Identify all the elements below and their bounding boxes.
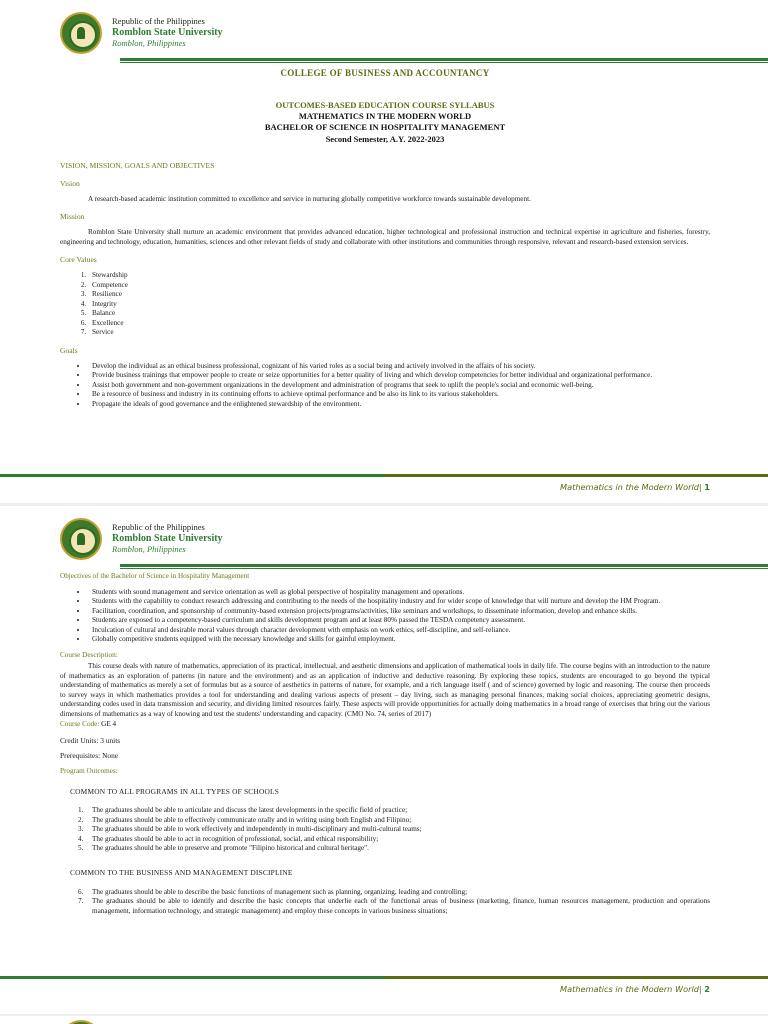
university-name: Romblon State University: [112, 533, 223, 545]
item-number: 4.: [78, 834, 84, 843]
list-item: 3. Resilience: [88, 290, 710, 300]
vision-text: A research-based academic institution committed to excellence and service in nurturing globally competitive workforce towards sustainable development.: [88, 194, 531, 203]
item-text: The graduates should be able to describe the basic functions of management such as planning, organizing, leading and controlling;: [92, 887, 468, 896]
item-text: The graduates should be able to articulate and discuss the latest developments in the specific field of practice;: [92, 806, 408, 815]
item-text: The graduates should be able to effectively communicate orally and in writing using both English and Filipino;: [92, 815, 412, 824]
republic-text: Republic of the Philippines: [112, 522, 205, 533]
university-header: [60, 518, 223, 560]
list-item: [74, 835, 710, 845]
objectives-list: [88, 588, 710, 645]
page-footer: [560, 984, 710, 994]
footer-separator: |: [698, 482, 702, 492]
vision-heading: Vision: [60, 178, 80, 188]
list-item: 5. Balance: [88, 309, 710, 319]
footer-rule-right: [385, 474, 768, 477]
list-item: • Assist both government and non-government organizations in the development and administration of programs that seek to uplift the people's social and economic well-being.: [88, 381, 710, 391]
list-item: 1. Stewardship: [88, 271, 710, 281]
course-title: MATHEMATICS IN THE MODERN WORLD: [298, 111, 472, 122]
university-header: [60, 12, 223, 54]
list-item: [74, 897, 710, 916]
page-1: [0, 0, 768, 503]
common-business-list: [74, 888, 710, 917]
footer-rule-left: [0, 976, 385, 979]
list-item: • Students are exposed to a competency-based curriculum and skills development program and at least 80% passed the TESDA competency assessment.: [88, 616, 710, 626]
course-code-value: GE 4: [101, 720, 117, 728]
semester-title: Second Semester, A.Y. 2022-2023: [325, 133, 445, 144]
list-item: • Students with the capability to conduct research addressing and contributing to the needs of the hospitality industry and for wider scope of knowledge that will nurture and develop the HM Program.: [88, 597, 710, 607]
list-item: 4. Integrity: [88, 300, 710, 310]
item-number: 1.: [78, 806, 84, 815]
course-description-text: This course deals with nature of mathematics, appreciation of its practical, intellectual, and aesthetic dimensions and application of mathematical tools in daily life. The course begins with an introduction to the nature of mathematics as an exploration of patterns (in nature and the environment) and as an application of inductive and deductive reasoning. By exploring these topics, students are encouraged to go beyond the typical understanding of mathematics as merely a set of formulas but as a source of aesthetics in patterns of nature, for example, and a rich language itself ( and of science) governed by logic and reasoning. The course then proceeds to survey ways in which mathematics provides a tool for understanding and dealing various aspects of present – day living, such as managing personal finances, making social choices, appreciating geometric designs, understanding codes used in data transmission and security, and dividing limited resources fairly. These aspects will provide opportunities for actually doing mathematics in a broad range of exercises that bring out the various dimensions of mathematics as a way of knowing and test the students' understanding and capacity. (CMO No. 74, series of 2017): [60, 662, 710, 718]
item-text: The graduates should be able to preserve and promote "Filipino historical and cultural heritage".: [92, 844, 369, 853]
item-number: 3.: [78, 825, 84, 834]
university-seal-icon: [60, 12, 102, 54]
header-rule: [120, 58, 768, 61]
page-footer: [560, 482, 710, 492]
prerequisites: Prerequisites: None: [60, 751, 119, 761]
page-1-content: [60, 68, 710, 409]
footer-rule-left: [0, 474, 385, 477]
page-2-content: [60, 572, 710, 916]
mission-heading: Mission: [60, 212, 85, 222]
core-values-heading: Core Values: [60, 255, 97, 265]
footer-title: Mathematics in the Modern World: [560, 482, 699, 492]
footer-separator: |: [698, 984, 702, 994]
page-3-partial: [0, 1016, 768, 1024]
list-item: 2. Competence: [88, 281, 710, 291]
common-all-list: [74, 806, 710, 854]
item-number: 6.: [78, 887, 84, 896]
item-text: The graduates should be able to work effectively and independently in multi-disciplinary and multi-cultural teams;: [92, 825, 422, 834]
university-location: Romblon, Philippines: [112, 543, 186, 554]
credit-units: Credit Units: 3 units: [60, 735, 121, 745]
item-number: 2.: [78, 815, 84, 824]
list-item: • Students with sound management and service orientation as well as global perspective of hospitality management and operations.: [88, 588, 710, 598]
goals-list: [88, 362, 710, 410]
page-number: 1: [704, 482, 710, 492]
item-text: The graduates should be able to act in recognition of professional, social, and ethical responsibility;: [92, 834, 379, 843]
course-code: [60, 720, 710, 730]
course-description-heading: Course Description:: [60, 650, 118, 659]
list-item: [74, 806, 710, 816]
list-item: • Propagate the ideals of good governance and the enlightened stewardship of the environment.: [88, 400, 710, 410]
common-business-heading: COMMON TO THE BUSINESS AND MANAGEMENT DISCIPLINE: [70, 867, 293, 877]
vmgo-heading: VISION, MISSION, GOALS AND OBJECTIVES: [60, 160, 215, 170]
list-item: • Develop the individual as an ethical business professional, cognizant of his varied roles as a social being and actively involved in the affairs of his society.: [88, 362, 710, 372]
list-item: • Globally competitive students equipped with the necessary knowledge and skills for gainful employment.: [88, 635, 710, 645]
list-item: 7. Service: [88, 328, 710, 338]
item-text: The graduates should be able to identify and describe the basic concepts that underlie each of the functional areas of business (marketing, finance, human resources management, production and operations management, information technology, and strategic management) and employ these concepts in various business situations;: [92, 897, 710, 915]
page-number: 2: [704, 984, 710, 994]
list-item: [74, 816, 710, 826]
list-item: [74, 844, 710, 854]
goals-heading: Goals: [60, 345, 78, 355]
footer-title: Mathematics in the Modern World: [560, 984, 699, 994]
list-item: [74, 888, 710, 898]
list-item: • Inculcation of cultural and desirable moral values through character development with emphasis on work ethics, self-discipline, and self-reliance.: [88, 626, 710, 636]
list-item: 6. Excellence: [88, 319, 710, 329]
program-title: BACHELOR OF SCIENCE IN HOSPITALITY MANAGEMENT: [264, 122, 506, 133]
list-item: • Facilitation, coordination, and sponsorship of community-based extension projects/programs/activities, like seminars and workshops, to disseminate information, develop and enhance skills.: [88, 607, 710, 617]
header-rule: [120, 564, 768, 567]
footer-rule-right: [385, 976, 768, 979]
objectives-heading: Objectives of the Bachelor of Science in Hospitality Management: [60, 572, 250, 580]
republic-text: Republic of the Philippines: [112, 16, 205, 27]
course-code-label: Course Code:: [60, 720, 102, 728]
college-title: COLLEGE OF BUSINESS AND ACCOUNTANCY: [280, 68, 490, 78]
list-item: • Provide business trainings that empower people to create or seize opportunities for a better quality of living and which develop competencies for better individual and organizational performance.: [88, 371, 710, 381]
university-location: Romblon, Philippines: [112, 37, 186, 48]
syllabus-title: OUTCOMES-BASED EDUCATION COURSE SYLLABUS: [275, 99, 495, 110]
mission-text: Romblon State University shall nurture an academic environment that provides advanced education, higher technological and professional instruction and technical expertise in agriculture and fisheries, forestry, engineering and technology, education, humanities, sciences and other relevant fields of study and collaborate with other institutions and communities through responsive, relevant and research-based extension services.: [60, 228, 710, 246]
core-values-list: [88, 271, 710, 338]
list-item: • Be a resource of business and industry in its continuing efforts to achieve optimal performance and be also its link to its various stakeholders.: [88, 390, 710, 400]
common-all-heading: COMMON TO ALL PROGRAMS IN ALL TYPES OF SCHOOLS: [70, 786, 280, 796]
list-item: [74, 825, 710, 835]
university-seal-icon: [60, 518, 102, 560]
item-number: 7.: [78, 897, 84, 906]
university-seal-icon: [60, 1020, 102, 1024]
university-name: Romblon State University: [112, 27, 223, 39]
item-number: 5.: [78, 844, 84, 853]
page-2: [0, 506, 768, 1014]
program-outcomes-heading: Program Outcomes:: [60, 767, 118, 776]
